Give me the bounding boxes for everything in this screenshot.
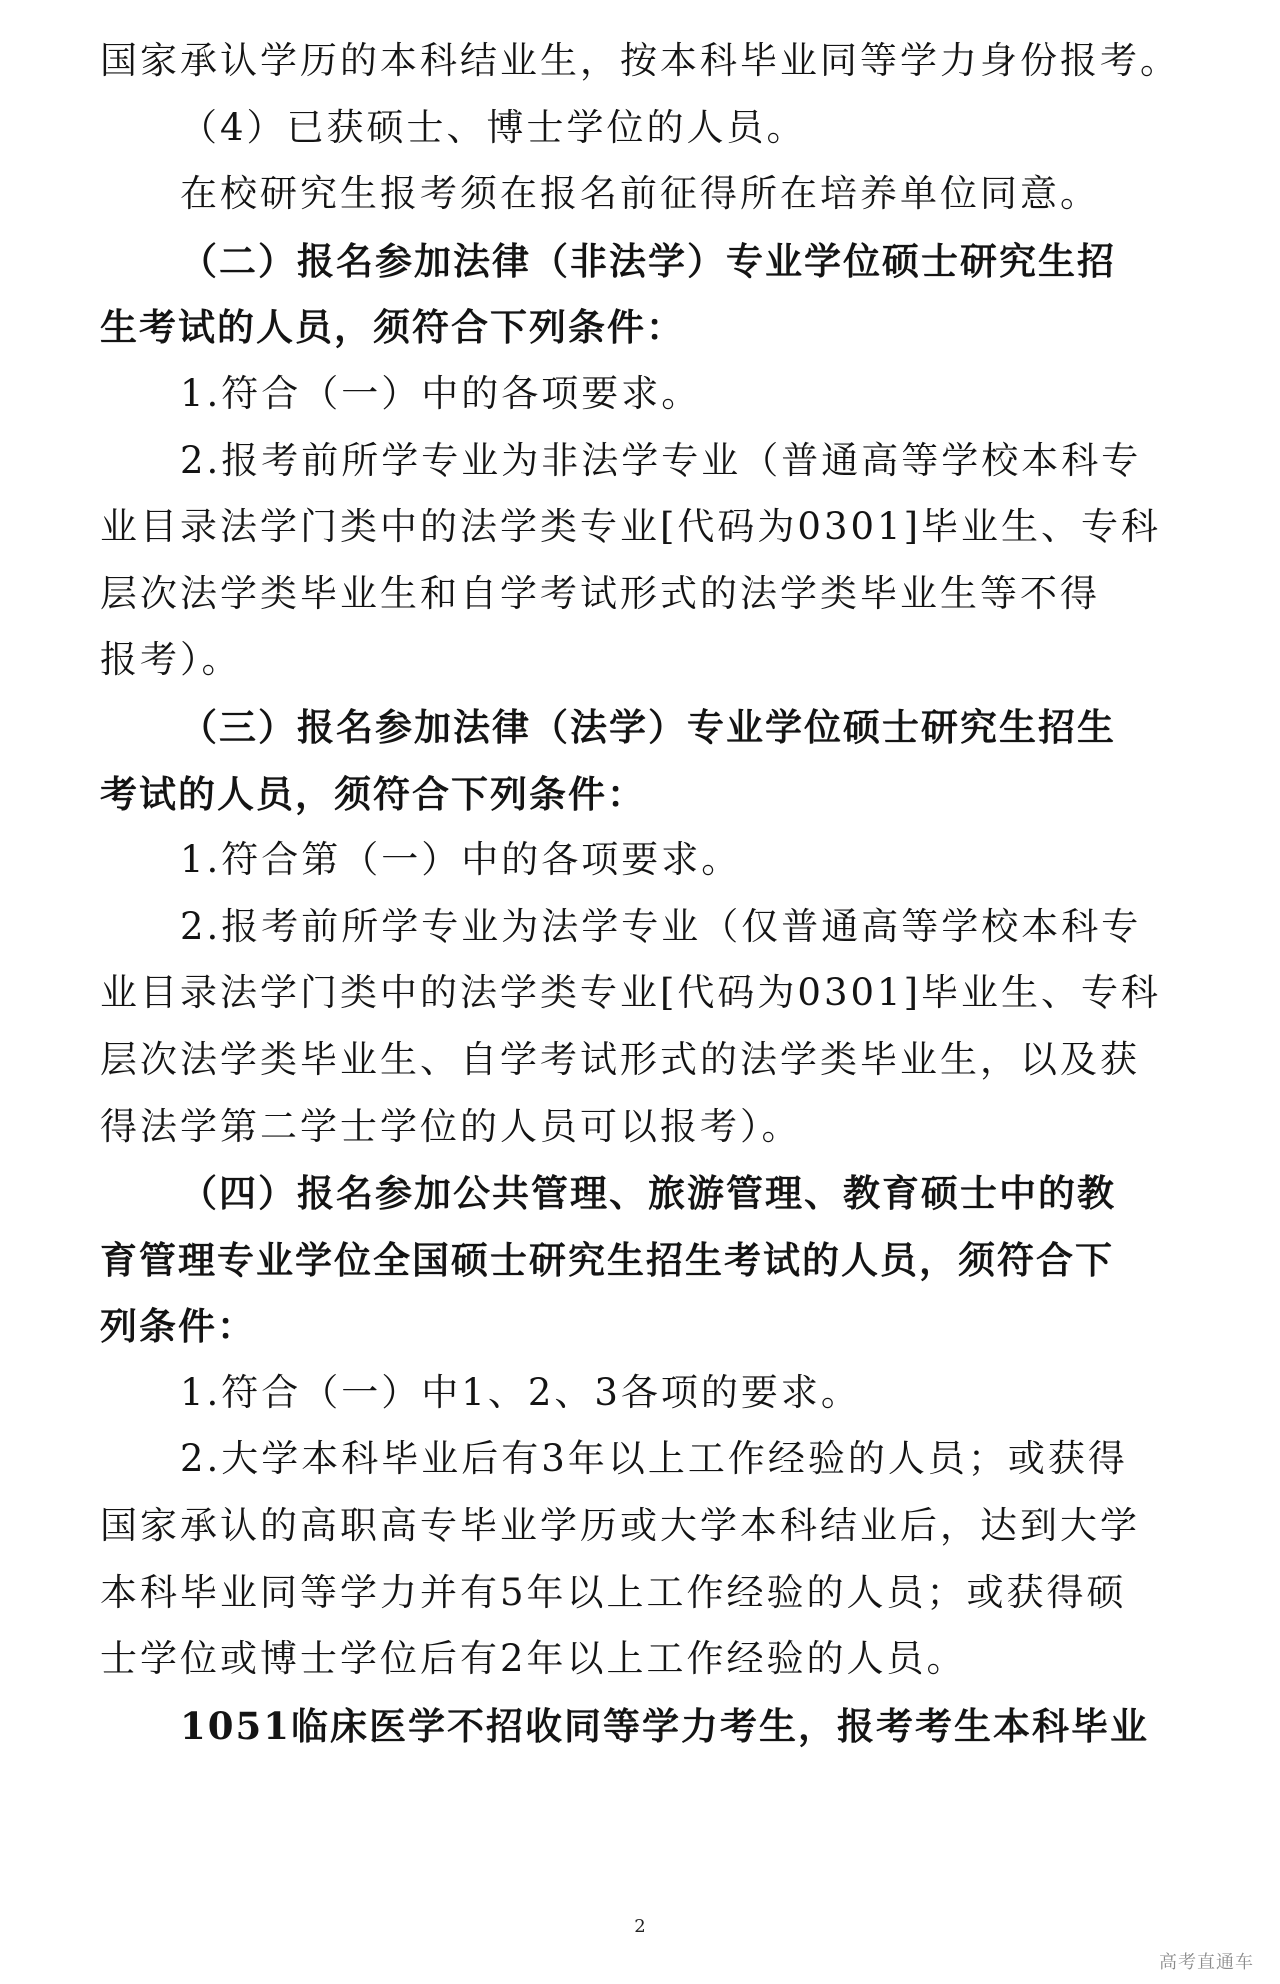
section-heading: 考试的人员，须符合下列条件：	[100, 771, 646, 816]
section-heading: 育管理专业学位全国硕士研究生招生考试的人员，须符合下	[100, 1237, 1114, 1282]
text-line: 国家承认的高职高专毕业学历或大学本科结业后，达到大学	[100, 1504, 1140, 1548]
text-line: 报考）。	[100, 638, 242, 682]
text-line: 层次法学类毕业生、自学考试形式的法学类毕业生，以及获	[100, 1037, 1140, 1081]
watermark-text: 高考直通车	[1159, 1952, 1254, 1973]
page-number: 2	[634, 1916, 646, 1937]
document-body	[100, 28, 1180, 1759]
text-line: 在校研究生报考须在报名前征得所在培养单位同意。	[180, 172, 1100, 216]
section-heading: （四）报名参加公共管理、旅游管理、教育硕士中的教	[180, 1171, 1116, 1216]
text-line: 2.报考前所学专业为非法学专业（普通高等学校本科专	[180, 438, 1142, 482]
text-line: 国家承认学历的本科结业生，按本科毕业同等学力身份报考。	[100, 39, 1180, 82]
text-line: 层次法学类毕业生和自学考试形式的法学类毕业生等不得	[100, 571, 1100, 615]
text-line: 1.符合（一）中1、2、3各项的要求。	[180, 1370, 861, 1414]
text-line: 业目录法学门类中的法学类专业[代码为0301]毕业生、专科	[100, 505, 1162, 549]
text-line: 士学位或博士学位后有2年以上工作经验的人员。	[100, 1637, 967, 1681]
section-heading: 列条件：	[100, 1304, 256, 1349]
text-line: 1.符合（一）中的各项要求。	[180, 371, 702, 415]
text-line: 业目录法学门类中的法学类专业[代码为0301]毕业生、专科	[100, 971, 1162, 1015]
text-line: （4）已获硕士、博士学位的人员。	[180, 105, 807, 149]
text-line: 2.大学本科毕业后有3年以上工作经验的人员；或获得	[180, 1437, 1128, 1481]
section-heading: 1051临床医学不招收同等学力考生，报考考生本科毕业	[180, 1703, 1149, 1748]
section-heading: （二）报名参加法律（非法学）专业学位硕士研究生招	[180, 238, 1116, 283]
section-heading: 生考试的人员，须符合下列条件：	[100, 305, 685, 350]
text-line: 1.符合第（一）中的各项要求。	[180, 838, 742, 882]
text-line: 得法学第二学士学位的人员可以报考）。	[100, 1104, 802, 1148]
text-line: 本科毕业同等学力并有5年以上工作经验的人员；或获得硕	[100, 1570, 1127, 1614]
text-line: 2.报考前所学专业为法学专业（仅普通高等学校本科专	[180, 904, 1142, 948]
section-heading: （三）报名参加法律（法学）专业学位硕士研究生招生	[180, 704, 1116, 749]
